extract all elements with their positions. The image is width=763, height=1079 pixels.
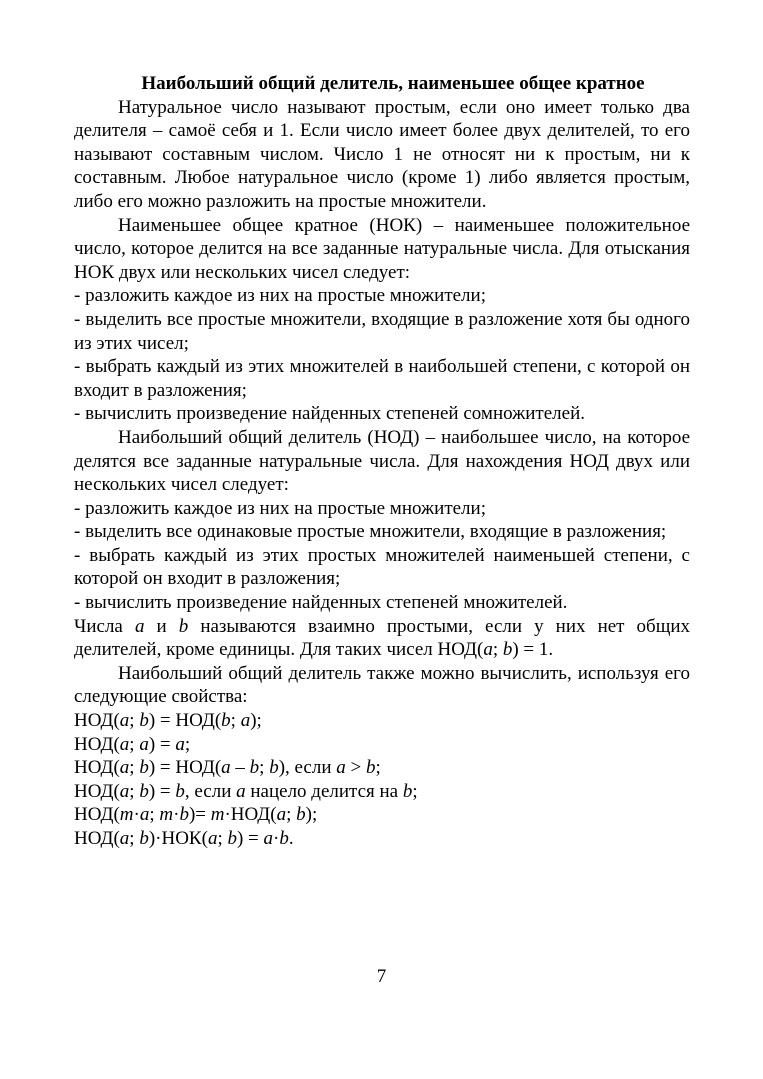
text-run: .	[288, 828, 294, 849]
text-run: ;	[375, 757, 381, 779]
text-run: )=	[188, 804, 211, 826]
gcd-step-3: - выбрать каждый из этих простых множителей наименьшей степени, с которой он входит в разложения;	[74, 544, 690, 590]
text-run: –	[230, 757, 250, 779]
var-b: b	[139, 757, 149, 779]
var-a: a	[119, 757, 130, 779]
var-a: a	[263, 828, 274, 849]
gcd-step-4: - вычислить произведение найденных степеней множителей.	[74, 592, 568, 614]
text-run: ;	[129, 828, 140, 849]
gcd-property-5	[74, 803, 690, 827]
gcd-property-1	[74, 709, 690, 733]
text-run: ·	[273, 828, 280, 849]
text-run: ·НОД(	[224, 804, 277, 826]
var-a: a	[119, 828, 130, 849]
lcm-step-1: - разложить каждое из них на простые множители;	[74, 285, 486, 307]
text-run: НОД(	[74, 780, 120, 802]
text-run: ;	[129, 780, 140, 802]
page-title: Наибольший общий делитель, наименьшее общее кратное	[141, 73, 645, 94]
var-b: b	[402, 780, 413, 802]
var-a: a	[207, 828, 218, 849]
var-b: b	[179, 804, 189, 826]
text-run: ;	[492, 639, 503, 661]
text-run: ·	[133, 804, 140, 826]
var-b: b	[279, 828, 289, 849]
var-a: a	[134, 615, 145, 637]
text-run: ) = 1.	[512, 639, 554, 661]
var-b: b	[221, 710, 231, 732]
text-run: ;	[184, 733, 191, 755]
text-run: НОД(	[74, 828, 120, 849]
text-run: Числа	[74, 615, 135, 637]
var-a: a	[276, 804, 287, 826]
var-b: b	[365, 757, 376, 779]
coprime-paragraph	[74, 615, 690, 662]
var-m: m	[210, 804, 225, 826]
var-a: a	[240, 710, 251, 732]
intro-paragraph: Натуральное число называют простым, если оно имеет только два делителя – самоё себя и 1. Если число имеет более двух делителей, то его называют составным числом. Число 1 не относят ни к простым, ни к составным. Любое натуральное число (кроме 1) либо является простым, либо его можно разложить на простые множители.	[74, 96, 690, 212]
var-b: b	[139, 780, 149, 802]
var-b: b	[139, 828, 149, 849]
lcm-step-4: - вычислить произведение найденных степеней сомножителей.	[74, 403, 586, 425]
text-run: нацело делится на	[245, 780, 403, 802]
var-b: b	[249, 757, 260, 779]
text-run: ;	[129, 757, 140, 779]
var-a: a	[175, 733, 185, 755]
var-a: a	[139, 804, 150, 826]
text-run: ) = НОД(	[148, 710, 222, 732]
page-number: 7	[376, 966, 387, 987]
text-run: >	[345, 757, 366, 779]
text-run: НОД(	[74, 804, 120, 826]
text-run: ), если	[278, 757, 337, 779]
text-run: );	[250, 710, 262, 732]
document-page	[74, 72, 690, 851]
var-a: a	[119, 780, 130, 802]
var-m: m	[119, 804, 134, 826]
var-a: a	[119, 733, 130, 755]
text-run: )·НОК(	[148, 828, 208, 849]
gcd-step-2: - выделить все одинаковые простые множители, входящие в разложения;	[74, 521, 667, 543]
text-run: НОД(	[74, 733, 120, 755]
text-run: НОД(	[74, 710, 120, 732]
text-run: ;	[129, 710, 140, 732]
text-run: НОД(	[74, 757, 120, 779]
text-run: ;	[412, 780, 418, 802]
text-run: ) =	[236, 828, 264, 849]
var-b: b	[139, 710, 149, 732]
lcm-step-2: - выделить все простые множители, входящие в разложение хотя бы одного из этих чисел;	[74, 308, 690, 354]
var-a: a	[119, 710, 130, 732]
var-b: b	[178, 615, 189, 637]
text-run: ) =	[148, 733, 176, 755]
text-run: , если	[184, 780, 237, 802]
text-run: ;	[149, 804, 160, 826]
var-b: b	[269, 757, 279, 779]
var-m: m	[159, 804, 174, 826]
text-run: ;	[217, 828, 228, 849]
text-run: называются взаимно простыми, если у них нет общих делителей, кроме единицы. Для таких чисел НОД(	[74, 615, 690, 661]
var-b: b	[175, 780, 185, 802]
text-run: ) =	[148, 780, 176, 802]
var-b: b	[227, 828, 237, 849]
text-run: ;	[286, 804, 297, 826]
var-a: a	[221, 757, 231, 779]
text-run: ;	[230, 710, 241, 732]
gcd-step-1: - разложить каждое из них на простые множители;	[74, 497, 486, 519]
var-b: b	[502, 639, 513, 661]
text-run: ) = НОД(	[148, 757, 222, 779]
var-b: b	[296, 804, 306, 826]
gcd-property-6	[74, 827, 690, 851]
gcd-definition: Наибольший общий делитель (НОД) – наибольшее число, на которое делятся все заданные натуральные числа. Для нахождения НОД двух или нескольких чисел следует:	[74, 426, 690, 496]
var-a: a	[236, 780, 246, 802]
lcm-definition: Наименьшее общее кратное (НОК) – наименьшее положительное число, которое делится на все заданные натуральные числа. Для отыскания НОК двух или нескольких чисел следует:	[74, 214, 690, 283]
text-run: и	[144, 615, 179, 637]
gcd-property-2	[74, 733, 690, 757]
var-a: a	[483, 639, 493, 661]
var-a: a	[139, 733, 149, 755]
properties-intro: Наибольший общий делитель также можно вычислить, используя его следующие свойства:	[74, 662, 690, 708]
text-run: ;	[259, 757, 270, 779]
text-run: ·	[173, 804, 180, 826]
lcm-step-3: - выбрать каждый из этих множителей в наибольшей степени, с которой он входит в разложения;	[74, 356, 690, 401]
var-a: a	[336, 757, 346, 779]
gcd-property-4	[74, 780, 690, 804]
text-run: );	[305, 804, 318, 826]
gcd-property-3	[74, 756, 690, 780]
text-run: ;	[129, 733, 140, 755]
